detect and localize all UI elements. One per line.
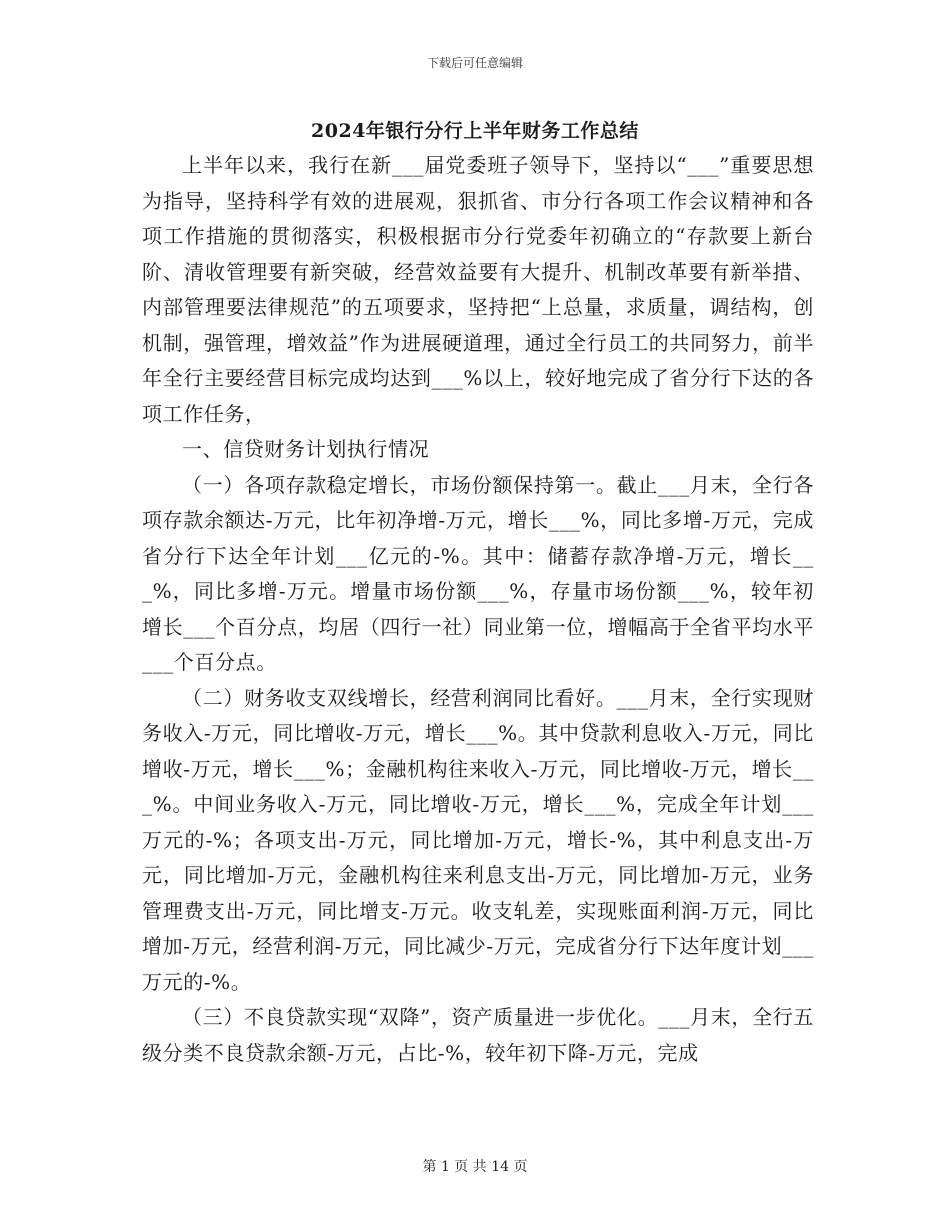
paragraph-deposits: （一）各项存款稳定增长，市场份额保持第一。截止___月末，全行各项存款余额达-万元，比年初净增-万元，增长___%，同比多增-万元，完成省分行下达全年计划___亿元的-%。其中：储蓄存款净增-万元，增长___%，同比多增-万元。增量市场份额___%，存量市场份额___%，较年初增长___个百分点，均居（四行一社）同业第一位，增幅高于全省平均水平___个百分点。 xyxy=(142,472,814,674)
header-note: 下载后可任意编辑 xyxy=(426,56,523,70)
document-body xyxy=(142,148,814,1071)
section-heading: 一、信贷财务计划执行情况 xyxy=(182,437,430,461)
paragraph-finance: （二）财务收支双线增长，经营利润同比看好。___月末，全行实现财务收入-万元，同比增收-万元，增长___%。其中贷款利息收入-万元，同比增收-万元，增长___%；金融机构往来收入-万元，同比增收-万元，增长___%。中间业务收入-万元，同比增收-万元，增长___%，完成全年计划___万元的-%；各项支出-万元，同比增加-万元，增长-%，其中利息支出-万元，同比增加-万元，金融机构往来利息支出-万元，同比增加-万元，业务管理费支出-万元，同比增支-万元。收支轧差，实现账面利润-万元，同比增加-万元，经营利润-万元，同比减少-万元，完成省分行下达年度计划___万元的-%。 xyxy=(142,685,814,994)
document-title: 2024年银行分行上半年财务工作总结 xyxy=(311,120,639,142)
paragraph-intro: 上半年以来，我行在新___届党委班子领导下，坚持以“___”重要思想为指导，坚持科学有效的进展观，狠抓省、市分行各项工作会议精神和各项工作措施的贯彻落实，积极根据市分行党委年初确立的“存款要上新台阶、清收管理要有新突破，经营效益要有大提升、机制改革要有新举措、内部管理要法律规范”的五项要求，坚持把“上总量，求质量，调结构，创机制，强管理，增效益”作为进展硬道理，通过全行员工的共同努力，前半年全行主要经营目标完成均达到___%以上，较好地完成了省分行下达的各项工作任务， xyxy=(142,153,814,426)
paragraph-loans: （三）不良贷款实现“双降”，资产质量进一步优化。___月末，全行五级分类不良贷款余额-万元，占比-%，较年初下降-万元，完成 xyxy=(142,1005,814,1065)
page-number: 第 1 页 共 14 页 xyxy=(422,1159,528,1175)
